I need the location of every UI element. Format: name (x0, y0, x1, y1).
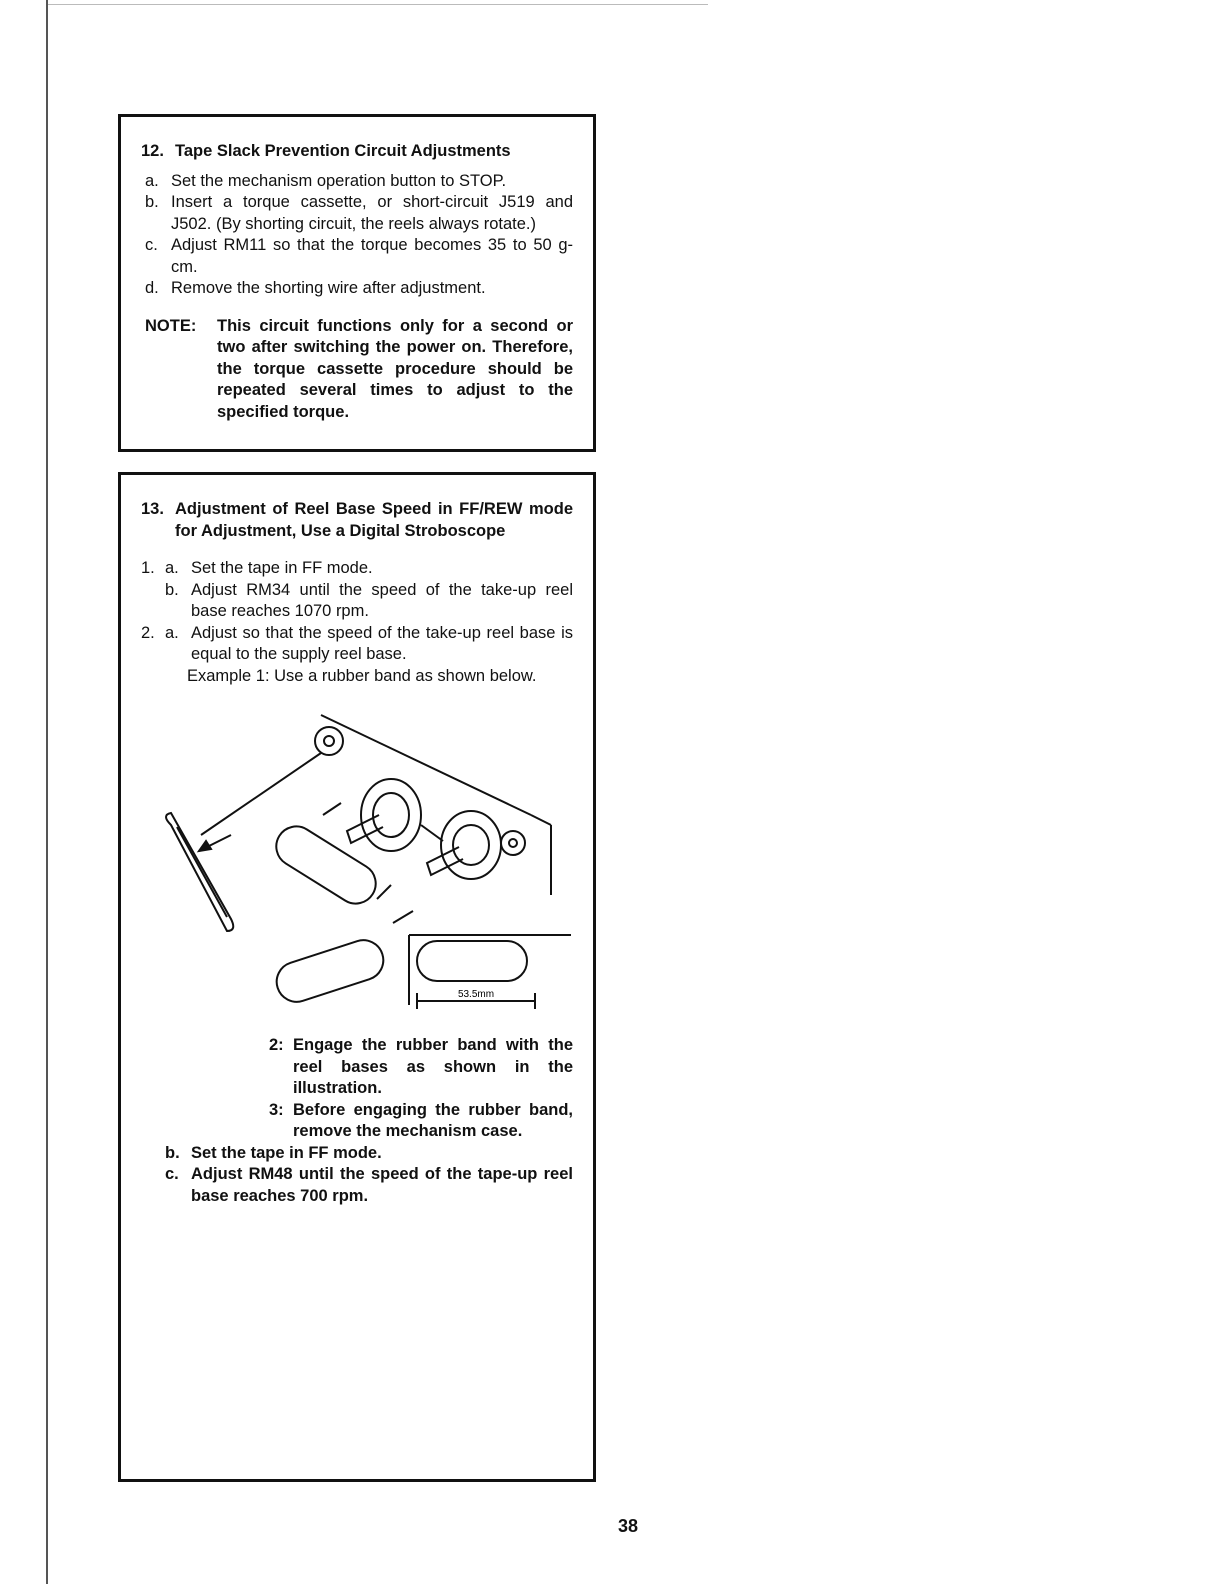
step-label: a. (145, 171, 159, 190)
note-block (145, 316, 573, 424)
rubber-band-loop-icon (272, 935, 389, 1007)
step-text: Remove the shorting wire after adjustment. (171, 279, 486, 297)
rubber-band-illustration (141, 695, 573, 1035)
step-1 (141, 558, 573, 623)
section-12-heading (141, 141, 573, 163)
note-label: NOTE: (145, 316, 197, 335)
example-label: Example 1: (187, 666, 270, 685)
substep-label: b. (165, 580, 179, 599)
step-item (145, 235, 573, 278)
section-number: 13. (141, 500, 164, 518)
section-number: 12. (141, 142, 164, 160)
step-item (145, 171, 573, 193)
step-2 (141, 623, 573, 666)
section-13-heading (141, 499, 573, 542)
note-text: This circuit functions only for a second or two after switching the power on. Therefore, the torque cassette procedure should be repeated several times to adjust to the specified torque. (217, 316, 573, 421)
step-text: Adjust RM11 so that the torque becomes 35 to 50 g-cm. (171, 236, 573, 276)
step-item (145, 192, 573, 235)
section-title: Tape Slack Prevention Circuit Adjustments (175, 142, 511, 160)
rubber-band-loop-icon (166, 813, 233, 931)
rubber-band-loop-icon (269, 819, 383, 911)
example-text: Use a rubber band as shown below. (274, 666, 537, 685)
page-number: 38 (618, 1516, 639, 1536)
step-number: 2. (141, 623, 155, 642)
figure-note-3 (269, 1100, 573, 1143)
step-number: 1. (141, 559, 155, 577)
pulley-icon (315, 727, 343, 755)
note-label: 2: (269, 1036, 284, 1054)
arrow-icon (377, 885, 391, 899)
substep-item (165, 1164, 573, 1207)
substep-label: b. (165, 1143, 180, 1162)
step-text: Set the mechanism operation button to STOP. (171, 171, 507, 190)
note-text: Engage the rubber band with the reel bases as shown in the illustration. (293, 1036, 573, 1097)
arrow-icon (323, 803, 341, 815)
top-rule (48, 4, 708, 5)
substep-label: a. (165, 559, 179, 577)
substep-text: Set the tape in FF mode. (191, 1143, 382, 1162)
step-item (145, 278, 573, 300)
substep-text: Set the tape in FF mode. (191, 559, 373, 577)
reel-base-icon (441, 811, 501, 879)
binding-margin (0, 0, 48, 1584)
rubber-band-diagram (151, 695, 571, 1025)
step-label: b. (145, 193, 159, 211)
step-label: d. (145, 279, 159, 297)
section-12-box (118, 114, 596, 452)
figure-note-2 (269, 1035, 573, 1100)
arrow-icon (393, 911, 413, 923)
section-title: Adjustment of Reel Base Speed in FF/REW mode for Adjustment, Use a Digital Stroboscope (175, 500, 573, 540)
substep-text: Adjust RM48 until the speed of the tape-up reel base reaches 700 rpm. (191, 1165, 573, 1205)
substep-label: a. (165, 623, 179, 642)
rubber-band-flat-icon (417, 941, 527, 981)
section-13-box (118, 472, 596, 1482)
note-text: Before engaging the rubber band, remove the mechanism case. (293, 1100, 573, 1140)
spindle-icon (347, 815, 383, 843)
substep-text: Adjust so that the speed of the take-up reel base is equal to the supply reel base. (191, 623, 573, 663)
step-text: Insert a torque cassette, or short-circuit J519 and J502. (By shorting circuit, the reels always rotate.) (171, 193, 573, 233)
reel-base-icon (361, 779, 421, 851)
pulley-icon (501, 831, 525, 855)
mechanism-edge-line (321, 715, 531, 815)
example-line (187, 666, 573, 688)
step-label: c. (145, 236, 158, 254)
substep-text: Adjust RM34 until the speed of the take-up reel base reaches 1070 rpm. (191, 580, 573, 620)
substep-item (165, 1143, 573, 1165)
note-label: 3: (269, 1100, 284, 1119)
dimension-label: 53.5mm (457, 989, 495, 1000)
substep-label: c. (165, 1165, 179, 1183)
